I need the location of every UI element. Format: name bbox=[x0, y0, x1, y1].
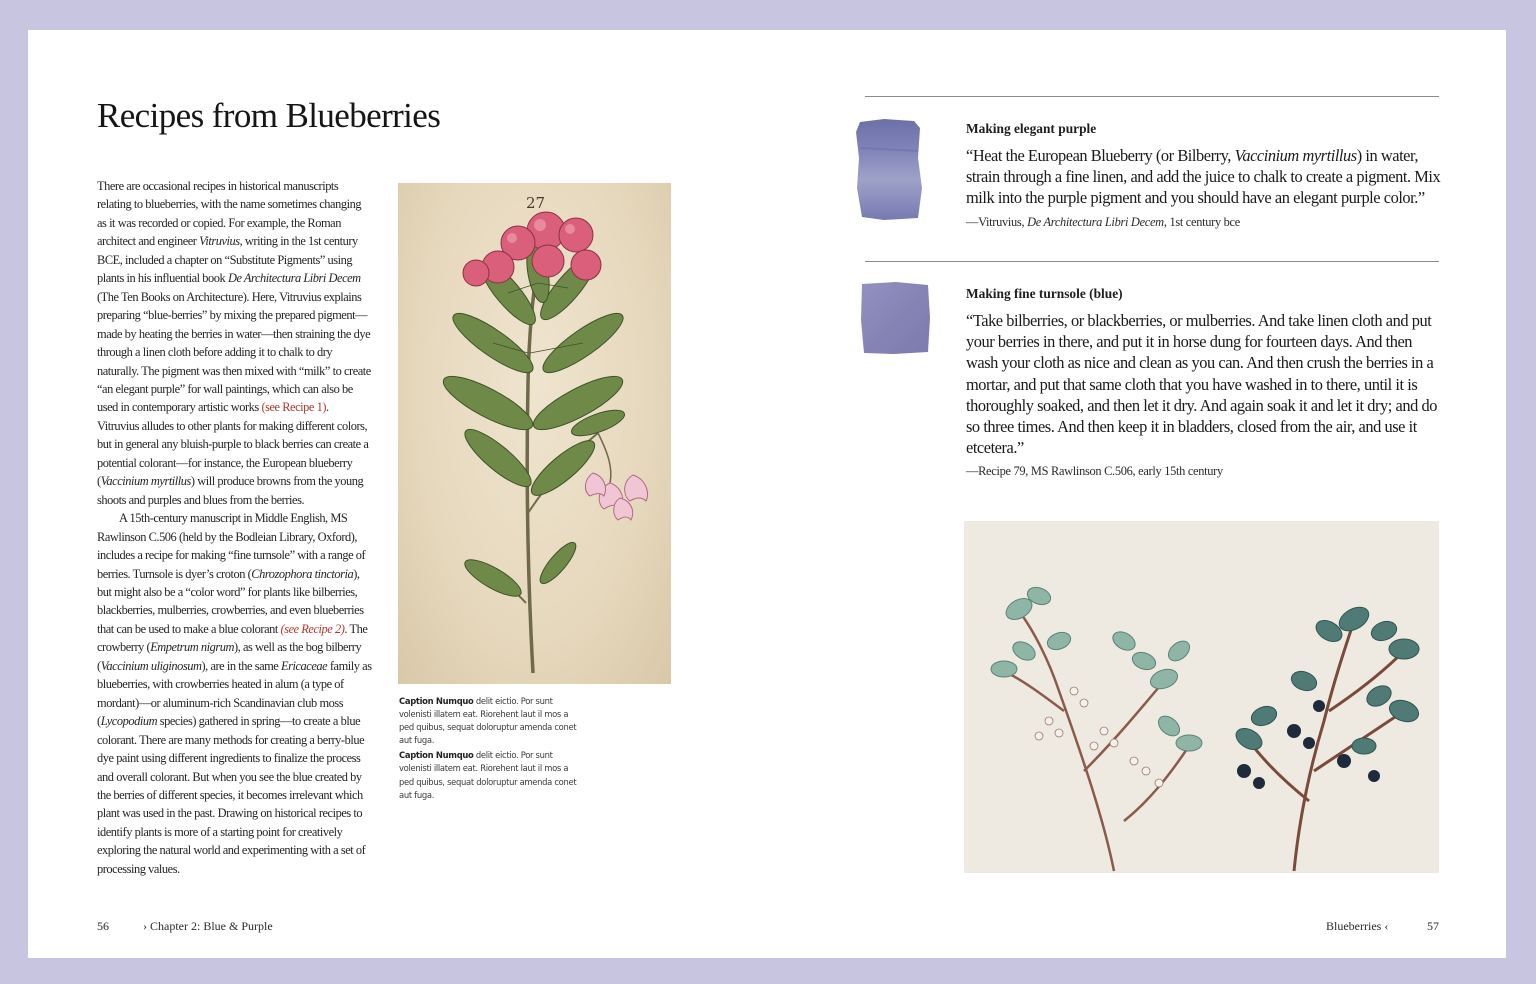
blueberry-branches-drawing bbox=[964, 521, 1439, 873]
botanical-illustration-cranberry bbox=[398, 183, 671, 684]
body-text-column bbox=[97, 177, 373, 878]
recipe-2-reference-link[interactable]: (see Recipe 2) bbox=[280, 621, 345, 636]
caption-2: Caption Numquo delit eictio. Por sunt volenisti illatem eat. Riorehent laut il mos a ped quibus, sequat doloruptur amenda conet aut fuga. bbox=[399, 750, 577, 800]
cranberry-plant-drawing bbox=[398, 183, 671, 684]
page-number-left: 56 bbox=[97, 919, 109, 933]
chapter-running-head[interactable]: › Chapter 2: Blue & Purple bbox=[143, 919, 273, 933]
body-paragraph-1: There are occasional recipes in historical manuscripts relating to blueberries, with the name sometimes changing as it was recorded or copied. For example, the Roman architect and engineer Vitruvius, writing in the 1st century BCE, included a chapter on “Substitute Pigments” using plants in his influential book De Architectura Libri Decem (The Ten Books on Architecture). Here, Vitruvius explains preparing “blue-berries” by mixing the prepared pigment—made by heating the berries in water—then straining the dye through a linen cloth before adding it to chalk to dry naturally. The pigment was then mixed with “milk” to create “an elegant purple” for wall paintings, which can also be used in contemporary artistic works (see Recipe 1). Vitruvius alludes to other plants for making different colors, but in general any bluish-purple to black berries can create a potential colorant—for instance, the European blueberry (Vaccinium myrtillus) will produce browns from the young shoots and purples and blues from the berries. bbox=[97, 179, 371, 507]
recipe-1-title: Making elegant purple bbox=[966, 121, 1097, 136]
book-spread bbox=[28, 30, 1506, 958]
recipe-2-quote: “Take bilberries, or blackberries, or mulberries. And take linen cloth and put your berries in there, and put it in horse dung for fourteen days. And then wash your cloth as nice and clean as you can. And then crush the berries in a mortar, and put that same cloth that you have washed in to there, until it is thoroughly soaked, and then let it dry. And again soak it and let it dry; and do so three times. And then keep it in bladders, closed from the air, and use it etcetera.” bbox=[966, 311, 1437, 458]
recipe-2 bbox=[966, 286, 1444, 479]
body-paragraph-2: A 15th-century manuscript in Middle English, MS Rawlinson C.506 (held by the Bodleian Library, Oxford), includes a recipe for making “fine turnsole” with a range of berries. Turnsole is dyer’s croton (Chrozophora tinctoria), but might also be a “color word” for plants like bilberries, blackberries, mulberries, crowberries, and even blueberries that can be used to make a blue colorant (see Recipe 2). The crowberry (Empetrum nigrum), as well as the bog bilberry (Vaccinium uliginosum), are in the same Ericaceae family as blueberries, with crowberries heated in alum (a type of mordant)—or aluminum-rich Scandinavian club moss (Lycopodium species) gathered in spring—to create a blue colorant. There are many methods for creating a berry-blue dye paint using different ingredients to finalize the process and overall colorant. But when you see the blue created by the berries of different species, it becomes irrelevant which plant was used in the past. Drawing on historical recipes to identify plants is more of a starting point for creatively exploring the natural world and experimenting with a set of processing values. bbox=[97, 511, 372, 876]
section-running-head[interactable]: Blueberries ‹ bbox=[1326, 919, 1389, 933]
botanical-illustration-blueberry-branches bbox=[964, 521, 1439, 873]
elegant-purple-swatch bbox=[854, 118, 924, 222]
recipe-2-citation: —Recipe 79, MS Rawlinson C.506, early 15th century bbox=[966, 464, 1223, 479]
recipe-1-reference-link[interactable]: (see Recipe 1) bbox=[261, 400, 327, 415]
illustration-caption bbox=[399, 695, 584, 804]
recipe-1-quote: “Heat the European Blueberry (or Bilberry, Vaccinium myrtillus) in water, strain through a fine linen, and add the juice to chalk to create a pigment. Mix milk into the purple pigment and you should have an elegant purple color.” bbox=[966, 146, 1441, 208]
recipe-1 bbox=[966, 121, 1444, 230]
caption-1: Caption Numquo delit eictio. Por sunt volenisti illatem eat. Riorehent laut il mos a ped quibus, sequat doloruptur amenda conet aut fuga. bbox=[399, 696, 577, 746]
plate-number: 27 bbox=[526, 194, 546, 212]
page-number-right: 57 bbox=[1427, 919, 1439, 933]
top-divider bbox=[865, 96, 1439, 97]
page-title: Recipes from Blueberries bbox=[97, 96, 441, 135]
fine-turnsole-swatch bbox=[858, 280, 932, 356]
recipe-2-title: Making fine turnsole (blue) bbox=[966, 286, 1123, 301]
recipe-1-citation: —Vitruvius, De Architectura Libri Decem, 1st century bce bbox=[966, 214, 1240, 229]
middle-divider bbox=[865, 261, 1439, 262]
